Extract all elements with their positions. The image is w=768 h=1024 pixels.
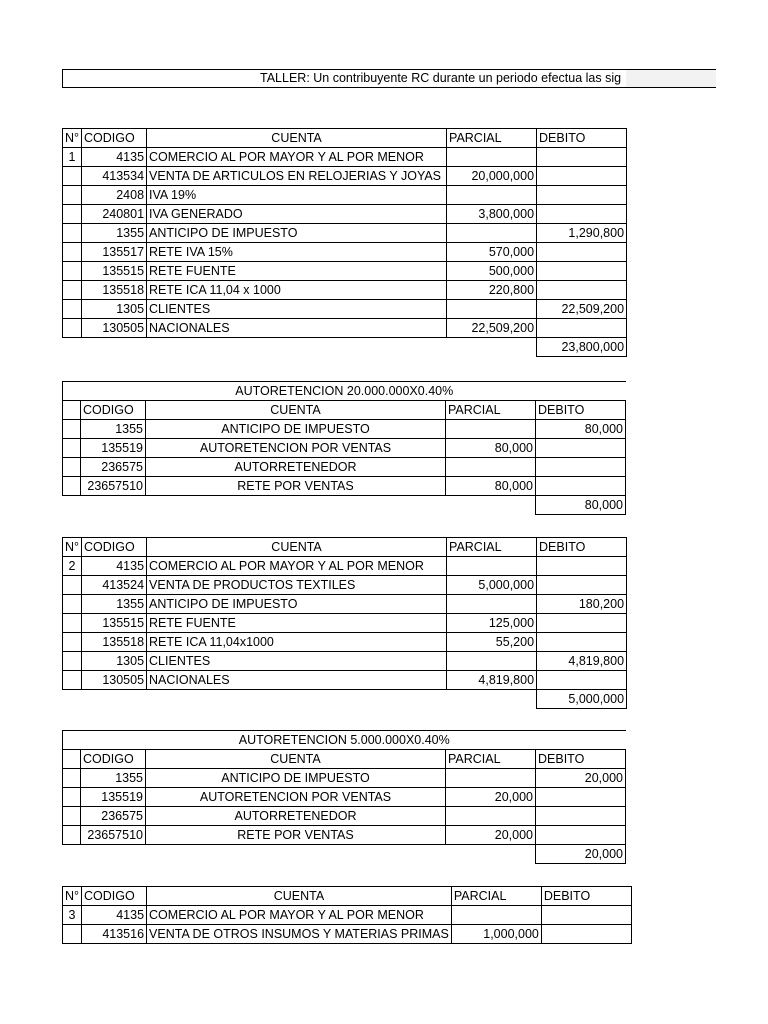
autoretencion-banner: AUTORETENCION 20.000.000X0.40% <box>63 382 626 401</box>
cell-cuenta: RETE ICA 11,04x1000 <box>147 633 447 652</box>
cell-cuenta: AUTORETENCION POR VENTAS <box>146 788 446 807</box>
header-parcial: PARCIAL <box>446 750 536 769</box>
cell-cuenta: VENTA DE OTROS INSUMOS Y MATERIAS PRIMAS <box>147 925 452 944</box>
cell-num <box>63 243 82 262</box>
cell-debito: 180,200 <box>537 595 627 614</box>
header-codigo: CODIGO <box>82 538 147 557</box>
cell-debito <box>536 439 626 458</box>
journal-table-3 <box>62 886 632 944</box>
header-codigo: CODIGO <box>81 401 146 420</box>
cell-codigo: 4135 <box>82 148 147 167</box>
cell-parcial: 55,200 <box>447 633 537 652</box>
cell-debito: 22,509,200 <box>537 300 627 319</box>
cell-parcial <box>446 458 536 477</box>
total-spacer <box>81 496 146 515</box>
autoretencion-table-1 <box>62 381 626 515</box>
table-row <box>63 224 627 243</box>
table-row <box>63 633 627 652</box>
page-title: TALLER: Un contribuyente RC durante un periodo efectua las sig <box>260 71 622 85</box>
header-row <box>63 129 627 148</box>
total-debito: 80,000 <box>536 496 626 515</box>
total-debito: 5,000,000 <box>537 690 627 709</box>
header-parcial: PARCIAL <box>451 887 541 906</box>
autoretencion-banner: AUTORETENCION 5.000.000X0.40% <box>63 731 626 750</box>
cell-codigo: 4135 <box>82 906 147 925</box>
cell-cuenta: CLIENTES <box>147 300 447 319</box>
cell-blank <box>63 788 81 807</box>
cell-codigo: 135517 <box>82 243 147 262</box>
cell-debito <box>536 477 626 496</box>
cell-parcial <box>446 420 536 439</box>
title-bar <box>62 69 716 88</box>
table-row <box>63 925 632 944</box>
cell-blank <box>63 807 81 826</box>
cell-debito <box>537 148 627 167</box>
cell-debito <box>536 826 626 845</box>
cell-cuenta: ANTICIPO DE IMPUESTO <box>147 595 447 614</box>
cell-parcial: 3,800,000 <box>447 205 537 224</box>
total-spacer <box>446 845 536 864</box>
cell-codigo: 236575 <box>81 807 146 826</box>
table-row <box>63 300 627 319</box>
cell-cuenta: RETE POR VENTAS <box>146 477 446 496</box>
cell-debito: 20,000 <box>536 769 626 788</box>
cell-parcial: 125,000 <box>447 614 537 633</box>
cell-num <box>63 281 82 300</box>
table-row <box>63 826 626 845</box>
cell-cuenta: RETE FUENTE <box>147 614 447 633</box>
total-spacer <box>63 496 81 515</box>
title-bar-overflow <box>626 70 716 87</box>
total-spacer <box>82 690 147 709</box>
cell-num <box>63 167 82 186</box>
table-row <box>63 439 626 458</box>
header-parcial: PARCIAL <box>446 401 536 420</box>
total-spacer <box>446 496 536 515</box>
total-row <box>63 845 626 864</box>
table-row <box>63 671 627 690</box>
header-blank <box>63 401 81 420</box>
table-row <box>63 576 627 595</box>
cell-num: 2 <box>63 557 82 576</box>
cell-num <box>63 671 82 690</box>
cell-num <box>63 300 82 319</box>
total-spacer <box>81 845 146 864</box>
cell-cuenta: COMERCIO AL POR MAYOR Y AL POR MENOR <box>147 148 447 167</box>
cell-codigo: 135519 <box>81 788 146 807</box>
cell-cuenta: COMERCIO AL POR MAYOR Y AL POR MENOR <box>147 906 452 925</box>
cell-parcial <box>447 557 537 576</box>
header-debito: DEBITO <box>536 750 626 769</box>
table-row <box>63 319 627 338</box>
table-row <box>63 243 627 262</box>
header-debito: DEBITO <box>537 538 627 557</box>
cell-num <box>63 633 82 652</box>
cell-num <box>63 262 82 281</box>
cell-codigo: 23657510 <box>81 477 146 496</box>
cell-num <box>63 186 82 205</box>
cell-parcial: 500,000 <box>447 262 537 281</box>
banner-row <box>63 731 626 750</box>
cell-num <box>63 614 82 633</box>
header-codigo: CODIGO <box>82 887 147 906</box>
cell-parcial <box>447 652 537 671</box>
cell-debito: 4,819,800 <box>537 652 627 671</box>
cell-codigo: 236575 <box>81 458 146 477</box>
cell-blank <box>63 826 81 845</box>
table-row <box>63 262 627 281</box>
cell-cuenta: IVA 19% <box>147 186 447 205</box>
cell-parcial: 80,000 <box>446 439 536 458</box>
cell-cuenta: RETE ICA 11,04 x 1000 <box>147 281 447 300</box>
cell-cuenta: COMERCIO AL POR MAYOR Y AL POR MENOR <box>147 557 447 576</box>
total-debito: 23,800,000 <box>537 338 627 357</box>
cell-debito <box>537 281 627 300</box>
total-spacer <box>63 690 82 709</box>
header-parcial: PARCIAL <box>447 538 537 557</box>
cell-debito <box>541 906 631 925</box>
cell-num <box>63 925 82 944</box>
cell-parcial <box>447 300 537 319</box>
cell-parcial <box>447 595 537 614</box>
cell-debito <box>537 262 627 281</box>
cell-codigo: 130505 <box>82 671 147 690</box>
cell-parcial <box>447 186 537 205</box>
cell-cuenta: AUTORETENCION POR VENTAS <box>146 439 446 458</box>
total-spacer <box>63 845 81 864</box>
cell-codigo: 1355 <box>81 420 146 439</box>
header-row <box>63 401 626 420</box>
table-row <box>63 477 626 496</box>
table-row <box>63 186 627 205</box>
cell-cuenta: RETE FUENTE <box>147 262 447 281</box>
cell-codigo: 1355 <box>81 769 146 788</box>
cell-codigo: 1355 <box>82 595 147 614</box>
total-spacer <box>147 338 447 357</box>
header-row <box>63 538 627 557</box>
table-row <box>63 788 626 807</box>
cell-blank <box>63 420 81 439</box>
total-spacer <box>447 690 537 709</box>
cell-debito <box>537 319 627 338</box>
cell-cuenta: AUTORRETENEDOR <box>146 807 446 826</box>
table-row <box>63 807 626 826</box>
total-spacer <box>147 690 447 709</box>
cell-parcial: 570,000 <box>447 243 537 262</box>
header-debito: DEBITO <box>541 887 631 906</box>
cell-debito <box>537 186 627 205</box>
cell-cuenta: RETE IVA 15% <box>147 243 447 262</box>
cell-num <box>63 224 82 243</box>
cell-num <box>63 595 82 614</box>
cell-debito <box>536 807 626 826</box>
cell-codigo: 1355 <box>82 224 147 243</box>
cell-codigo: 413516 <box>82 925 147 944</box>
header-codigo: CODIGO <box>81 750 146 769</box>
total-spacer <box>146 496 446 515</box>
table-row <box>63 148 627 167</box>
header-codigo: CODIGO <box>82 129 147 148</box>
cell-parcial: 4,819,800 <box>447 671 537 690</box>
header-blank <box>63 750 81 769</box>
journal-table-2-body <box>63 538 627 709</box>
cell-parcial <box>447 148 537 167</box>
cell-cuenta: RETE POR VENTAS <box>146 826 446 845</box>
cell-codigo: 135518 <box>82 281 147 300</box>
cell-debito: 1,290,800 <box>537 224 627 243</box>
header-cuenta: CUENTA <box>147 129 447 148</box>
cell-codigo: 135515 <box>82 614 147 633</box>
cell-debito <box>537 671 627 690</box>
total-spacer <box>447 338 537 357</box>
cell-parcial <box>446 769 536 788</box>
table-row <box>63 652 627 671</box>
autoretencion-table-2-body <box>63 731 626 864</box>
cell-debito: 80,000 <box>536 420 626 439</box>
cell-debito <box>537 243 627 262</box>
cell-debito <box>537 205 627 224</box>
header-row <box>63 750 626 769</box>
cell-cuenta: VENTA DE ARTICULOS EN RELOJERIAS Y JOYAS <box>147 167 447 186</box>
table-row <box>63 458 626 477</box>
header-cuenta: CUENTA <box>147 538 447 557</box>
cell-parcial: 220,800 <box>447 281 537 300</box>
cell-parcial: 20,000 <box>446 788 536 807</box>
table-row <box>63 420 626 439</box>
cell-cuenta: AUTORRETENEDOR <box>146 458 446 477</box>
cell-codigo: 135519 <box>81 439 146 458</box>
cell-parcial <box>446 807 536 826</box>
autoretencion-table-2 <box>62 730 626 864</box>
header-num: N° <box>63 129 82 148</box>
table-row <box>63 614 627 633</box>
cell-codigo: 135518 <box>82 633 147 652</box>
journal-table-1 <box>62 128 627 357</box>
cell-parcial: 22,509,200 <box>447 319 537 338</box>
cell-debito <box>536 788 626 807</box>
cell-parcial <box>451 906 541 925</box>
table-row <box>63 205 627 224</box>
header-cuenta: CUENTA <box>147 887 452 906</box>
cell-debito <box>537 557 627 576</box>
header-cuenta: CUENTA <box>146 750 446 769</box>
cell-codigo: 23657510 <box>81 826 146 845</box>
cell-codigo: 1305 <box>82 652 147 671</box>
cell-blank <box>63 439 81 458</box>
total-row <box>63 496 626 515</box>
header-cuenta: CUENTA <box>146 401 446 420</box>
total-row <box>63 338 627 357</box>
total-spacer <box>82 338 147 357</box>
cell-blank <box>63 477 81 496</box>
cell-parcial: 1,000,000 <box>451 925 541 944</box>
cell-codigo: 413524 <box>82 576 147 595</box>
table-row <box>63 557 627 576</box>
cell-num <box>63 576 82 595</box>
cell-parcial <box>447 224 537 243</box>
cell-cuenta: IVA GENERADO <box>147 205 447 224</box>
cell-codigo: 4135 <box>82 557 147 576</box>
total-row <box>63 690 627 709</box>
cell-cuenta: VENTA DE PRODUCTOS TEXTILES <box>147 576 447 595</box>
cell-num <box>63 319 82 338</box>
journal-table-2 <box>62 537 627 709</box>
cell-num <box>63 652 82 671</box>
banner-row <box>63 382 626 401</box>
total-spacer <box>146 845 446 864</box>
header-debito: DEBITO <box>537 129 627 148</box>
cell-codigo: 1305 <box>82 300 147 319</box>
table-row <box>63 167 627 186</box>
cell-debito <box>537 167 627 186</box>
table-row <box>63 595 627 614</box>
cell-codigo: 2408 <box>82 186 147 205</box>
table-row <box>63 906 632 925</box>
cell-cuenta: NACIONALES <box>147 671 447 690</box>
cell-codigo: 130505 <box>82 319 147 338</box>
cell-parcial: 20,000,000 <box>447 167 537 186</box>
cell-codigo: 413534 <box>82 167 147 186</box>
header-debito: DEBITO <box>536 401 626 420</box>
cell-cuenta: NACIONALES <box>147 319 447 338</box>
total-debito: 20,000 <box>536 845 626 864</box>
journal-table-1-body <box>63 129 627 357</box>
cell-num <box>63 205 82 224</box>
header-num: N° <box>63 538 82 557</box>
header-row <box>63 887 632 906</box>
cell-debito <box>536 458 626 477</box>
cell-cuenta: CLIENTES <box>147 652 447 671</box>
cell-blank <box>63 769 81 788</box>
table-row <box>63 769 626 788</box>
cell-debito <box>541 925 631 944</box>
journal-table-3-body <box>63 887 632 944</box>
cell-num: 3 <box>63 906 82 925</box>
total-spacer <box>63 338 82 357</box>
table-row <box>63 281 627 300</box>
autoretencion-table-1-body <box>63 382 626 515</box>
cell-debito <box>537 633 627 652</box>
cell-cuenta: ANTICIPO DE IMPUESTO <box>147 224 447 243</box>
header-parcial: PARCIAL <box>447 129 537 148</box>
cell-parcial: 80,000 <box>446 477 536 496</box>
cell-parcial: 5,000,000 <box>447 576 537 595</box>
cell-debito <box>537 614 627 633</box>
cell-codigo: 240801 <box>82 205 147 224</box>
cell-cuenta: ANTICIPO DE IMPUESTO <box>146 420 446 439</box>
cell-num: 1 <box>63 148 82 167</box>
header-num: N° <box>63 887 82 906</box>
cell-parcial: 20,000 <box>446 826 536 845</box>
cell-debito <box>537 576 627 595</box>
cell-cuenta: ANTICIPO DE IMPUESTO <box>146 769 446 788</box>
cell-codigo: 135515 <box>82 262 147 281</box>
cell-blank <box>63 458 81 477</box>
